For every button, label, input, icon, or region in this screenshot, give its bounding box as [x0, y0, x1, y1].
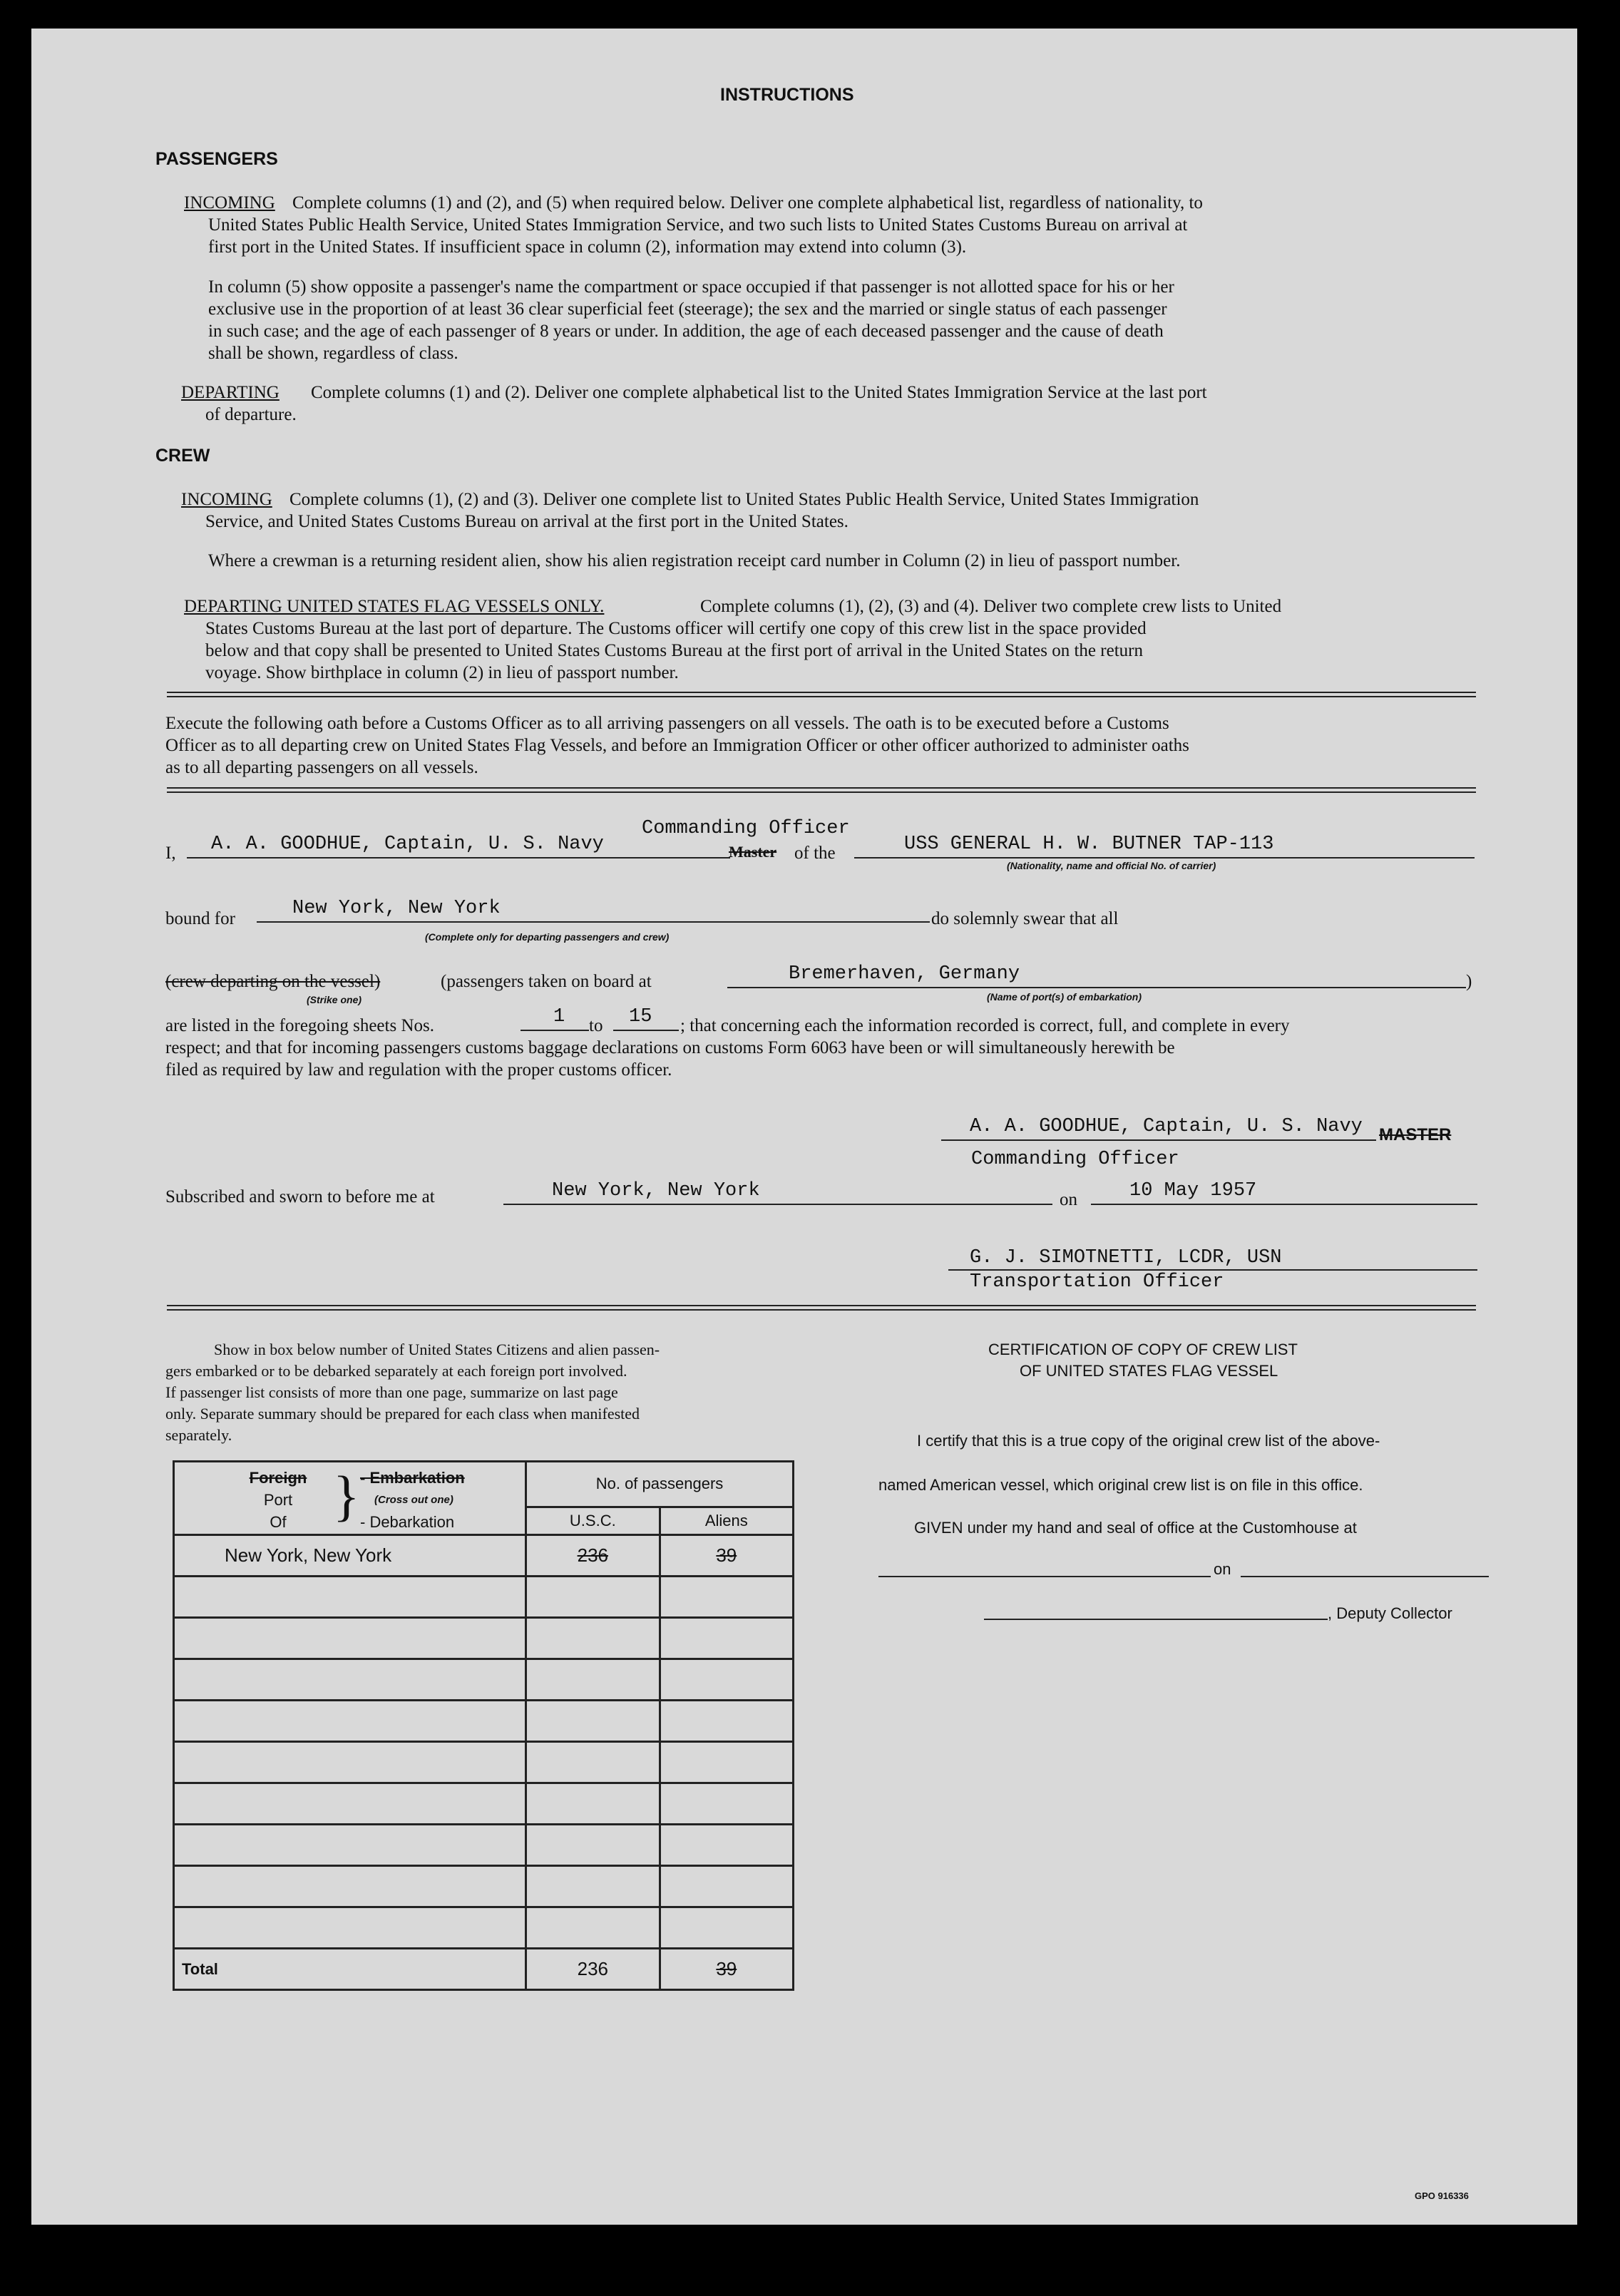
column-five-text: in such case; and the age of each passenger of 8 years or under. In addition, the age of each deceased passenger and the cause of death: [208, 322, 1164, 341]
usc-cell: [526, 1618, 660, 1659]
port-cell: [174, 1907, 526, 1949]
port-cell: [174, 1618, 526, 1659]
usc-cell: [526, 1659, 660, 1701]
no-passengers-header: No. of passengers: [526, 1462, 794, 1507]
certification-text: GIVEN under my hand and seal of office at the Customhouse at: [914, 1519, 1357, 1537]
table-row: [174, 1907, 794, 1949]
sheets-text: are listed in the foregoing sheets Nos.: [165, 1016, 434, 1035]
commanding-officer-insert: Commanding Officer: [642, 818, 850, 839]
table-row: [174, 1618, 794, 1659]
strike-caption: (Strike one): [307, 994, 362, 1005]
passengers-departing-text: Complete columns (1) and (2). Deliver one complete alphabetical list to the United States Immigration Service at the last port: [311, 383, 1207, 402]
sheets-text: filed as required by law and regulation with the proper customs officer.: [165, 1060, 672, 1080]
aliens-cell: [660, 1701, 793, 1742]
crew-departing-text: below and that copy shall be presented to United States Customs Bureau at the first port of arrival in the United States on the return: [205, 641, 1143, 660]
officer-name: G. J. SIMOTNETTI, LCDR, USN: [970, 1247, 1282, 1269]
port-header-cell: [174, 1462, 526, 1535]
table-row: [174, 1701, 794, 1742]
close-paren: ): [1466, 972, 1472, 991]
port-cell: New York, New York: [174, 1535, 526, 1577]
certification-title: OF UNITED STATES FLAG VESSEL: [1020, 1362, 1278, 1380]
oath-intro-text: Officer as to all departing crew on United States Flag Vessels, and before an Immigration Officer or other officer authorized to administer oaths: [165, 736, 1189, 755]
bound-for-label: bound for: [165, 909, 235, 928]
aliens-cell: 39: [660, 1535, 793, 1577]
port-cell: [174, 1742, 526, 1783]
bound-for-underline: [257, 921, 930, 923]
usc-cell: [526, 1825, 660, 1866]
table-row: [174, 1742, 794, 1783]
master-struck: Master: [729, 843, 777, 861]
customhouse-underline: [878, 1576, 1211, 1577]
crew-incoming-label: INCOMING: [181, 490, 272, 509]
total-usc: 236: [526, 1949, 660, 1990]
total-label: Total: [174, 1949, 526, 1990]
section-divider: [167, 787, 1476, 793]
table-row: [174, 1535, 794, 1577]
vessel-caption: (Nationality, name and official No. of carrier): [1007, 860, 1216, 871]
crew-resident-text: Where a crewman is a returning resident alien, show his alien registration receipt card number in Column (2) in lieu of passport number.: [208, 551, 1181, 570]
sheet-to-value: 15: [629, 1006, 652, 1027]
bound-for-caption: (Complete only for departing passengers and crew): [425, 931, 670, 943]
signer-underline: [941, 1139, 1376, 1141]
sworn-date-underline: [1091, 1204, 1477, 1205]
port-cell: [174, 1701, 526, 1742]
crew-departing-struck: (crew departing on the vessel): [165, 972, 381, 991]
section-divider: [167, 1305, 1476, 1311]
port-underline: [727, 987, 1466, 988]
crew-heading: CREW: [155, 446, 210, 466]
usc-header: U.S.C.: [526, 1507, 660, 1534]
port-label: Port: [263, 1491, 293, 1509]
foreign-label: Foreign: [249, 1469, 307, 1487]
total-aliens: 39: [660, 1949, 793, 1990]
usc-cell: 236: [526, 1535, 660, 1577]
aliens-cell: [660, 1783, 793, 1825]
certification-text: I certify that this is a true copy of the original crew list of the above-: [917, 1432, 1380, 1450]
sheets-text: respect; and that for incoming passengers customs baggage declarations on customs Form 6063 have been or will simultaneously herewith be: [165, 1038, 1175, 1057]
passengers-incoming-text: first port in the United States. If insufficient space in column (2), information may extend into column (3).: [208, 237, 967, 257]
debarkation-label: - Debarkation: [360, 1513, 455, 1531]
aliens-cell: [660, 1742, 793, 1783]
certification-text: named American vessel, which original crew list is on file in this office.: [878, 1476, 1363, 1494]
aliens-cell: [660, 1907, 793, 1949]
port-caption: (Name of port(s) of embarkation): [987, 991, 1142, 1003]
crew-departing-label: DEPARTING UNITED STATES FLAG VESSELS ONLY.: [184, 597, 605, 616]
passengers-heading: PASSENGERS: [155, 149, 278, 169]
port-cell: [174, 1659, 526, 1701]
sworn-place-value: New York, New York: [552, 1180, 760, 1201]
sheets-text: ; that concerning each the information recorded is correct, full, and complete in every: [680, 1016, 1290, 1035]
aliens-header: Aliens: [660, 1507, 793, 1534]
crew-departing-text: States Customs Bureau at the last port of departure. The Customs officer will certify one copy of this crew list in the space provided: [205, 619, 1147, 638]
passengers-taken-text: (passengers taken on board at: [441, 972, 652, 991]
usc-cell: [526, 1701, 660, 1742]
table-row: [174, 1866, 794, 1907]
crew-departing-text: voyage. Show birthplace in column (2) in lieu of passport number.: [205, 663, 679, 682]
cert-date-underline: [1241, 1576, 1489, 1577]
passengers-departing-label: DEPARTING: [181, 383, 280, 402]
column-five-text: shall be shown, regardless of class.: [208, 344, 458, 363]
summary-instruction: gers embarked or to be debarked separately at each foreign port involved.: [165, 1362, 627, 1380]
passengers-departing-text: of departure.: [205, 405, 297, 424]
total-row: [174, 1949, 794, 1990]
signer-title: Commanding Officer: [971, 1149, 1179, 1170]
sheet-from-value: 1: [553, 1006, 565, 1027]
certification-title: CERTIFICATION OF COPY OF CREW LIST: [988, 1341, 1298, 1358]
usc-cell: [526, 1783, 660, 1825]
of-the-label: of the: [794, 844, 836, 863]
bound-for-value: New York, New York: [292, 898, 501, 919]
aliens-cell: [660, 1618, 793, 1659]
section-divider: [167, 692, 1476, 697]
sworn-on-label: on: [1060, 1190, 1077, 1209]
usc-cell: [526, 1866, 660, 1907]
summary-instruction: Show in box below number of United States Citizens and alien passen-: [214, 1341, 660, 1358]
aliens-cell: [660, 1825, 793, 1866]
vessel-value: USS GENERAL H. W. BUTNER TAP-113: [904, 834, 1274, 855]
cross-out-caption: (Cross out one): [374, 1494, 453, 1506]
oath-intro-text: as to all departing passengers on all vessels.: [165, 758, 478, 777]
table-row: [174, 1783, 794, 1825]
to-label: to: [589, 1016, 603, 1035]
crew-incoming-text: Complete columns (1), (2) and (3). Deliver one complete list to United States Public Health Service, United States Immigration: [289, 490, 1199, 509]
port-cell: [174, 1577, 526, 1618]
signer-name: A. A. GOODHUE, Captain, U. S. Navy: [970, 1116, 1363, 1137]
deputy-underline: [984, 1619, 1328, 1620]
aliens-cell: [660, 1659, 793, 1701]
summary-instruction: separately.: [165, 1426, 232, 1444]
crew-incoming-text: Service, and United States Customs Bureau on arrival at the first port in the United States.: [205, 512, 849, 531]
officer-title: Transportation Officer: [970, 1271, 1224, 1293]
embark-port-value: Bremerhaven, Germany: [789, 963, 1020, 985]
usc-cell: [526, 1577, 660, 1618]
port-cell: [174, 1783, 526, 1825]
gpo-number: GPO 916336: [1415, 2190, 1469, 2201]
column-five-text: In column (5) show opposite a passenger's name the compartment or space occupied if that passenger is not allotted space for his or her: [208, 277, 1174, 297]
swear-text: do solemnly swear that all: [931, 909, 1119, 928]
master-label: MASTER: [1379, 1125, 1452, 1144]
embarkation-label: - Embarkation: [360, 1469, 465, 1487]
oath-i-label: I,: [165, 844, 176, 863]
aliens-cell: [660, 1577, 793, 1618]
table-header-row: [174, 1462, 794, 1507]
brace-icon: }: [333, 1465, 360, 1527]
table-row: [174, 1659, 794, 1701]
usc-cell: [526, 1742, 660, 1783]
page-title: INSTRUCTIONS: [720, 85, 854, 105]
sheet-to-underline: [613, 1030, 679, 1031]
sworn-place-underline: [503, 1204, 1052, 1205]
oath-intro-text: Execute the following oath before a Customs Officer as to all arriving passengers on all vessels. The oath is to be executed before a Customs: [165, 714, 1169, 733]
certification-on-label: on: [1214, 1560, 1231, 1578]
passengers-incoming-text: United States Public Health Service, United States Immigration Service, and two such lists to United States Customs Bureau on arrival at: [208, 215, 1188, 235]
table-row: [174, 1577, 794, 1618]
sheet-from-underline: [521, 1030, 589, 1031]
oath-name-value: A. A. GOODHUE, Captain, U. S. Navy: [211, 834, 604, 855]
table-row: [174, 1825, 794, 1866]
crew-departing-text: Complete columns (1), (2), (3) and (4). Deliver two complete crew lists to United: [700, 597, 1282, 616]
port-cell: [174, 1825, 526, 1866]
subscribed-label: Subscribed and sworn to before me at: [165, 1187, 435, 1206]
name-underline: [187, 857, 730, 859]
summary-instruction: only. Separate summary should be prepared for each class when manifested: [165, 1405, 640, 1423]
port-cell: [174, 1866, 526, 1907]
of-label: Of: [270, 1513, 287, 1531]
passengers-incoming-label: INCOMING: [184, 193, 275, 212]
deputy-collector-label: , Deputy Collector: [1328, 1604, 1452, 1622]
column-five-text: exclusive use in the proportion of at least 36 clear superficial feet (steerage); the sex and the married or single status of each passenger: [208, 299, 1167, 319]
passenger-summary-table: [173, 1460, 794, 1991]
aliens-cell: [660, 1866, 793, 1907]
summary-instruction: If passenger list consists of more than one page, summarize on last page: [165, 1383, 618, 1401]
sworn-date-value: 10 May 1957: [1129, 1180, 1257, 1201]
passengers-incoming-text: Complete columns (1) and (2), and (5) when required below. Deliver one complete alphabetical list, regardless of nationality, to: [292, 193, 1203, 212]
vessel-underline: [854, 857, 1475, 859]
usc-cell: [526, 1907, 660, 1949]
